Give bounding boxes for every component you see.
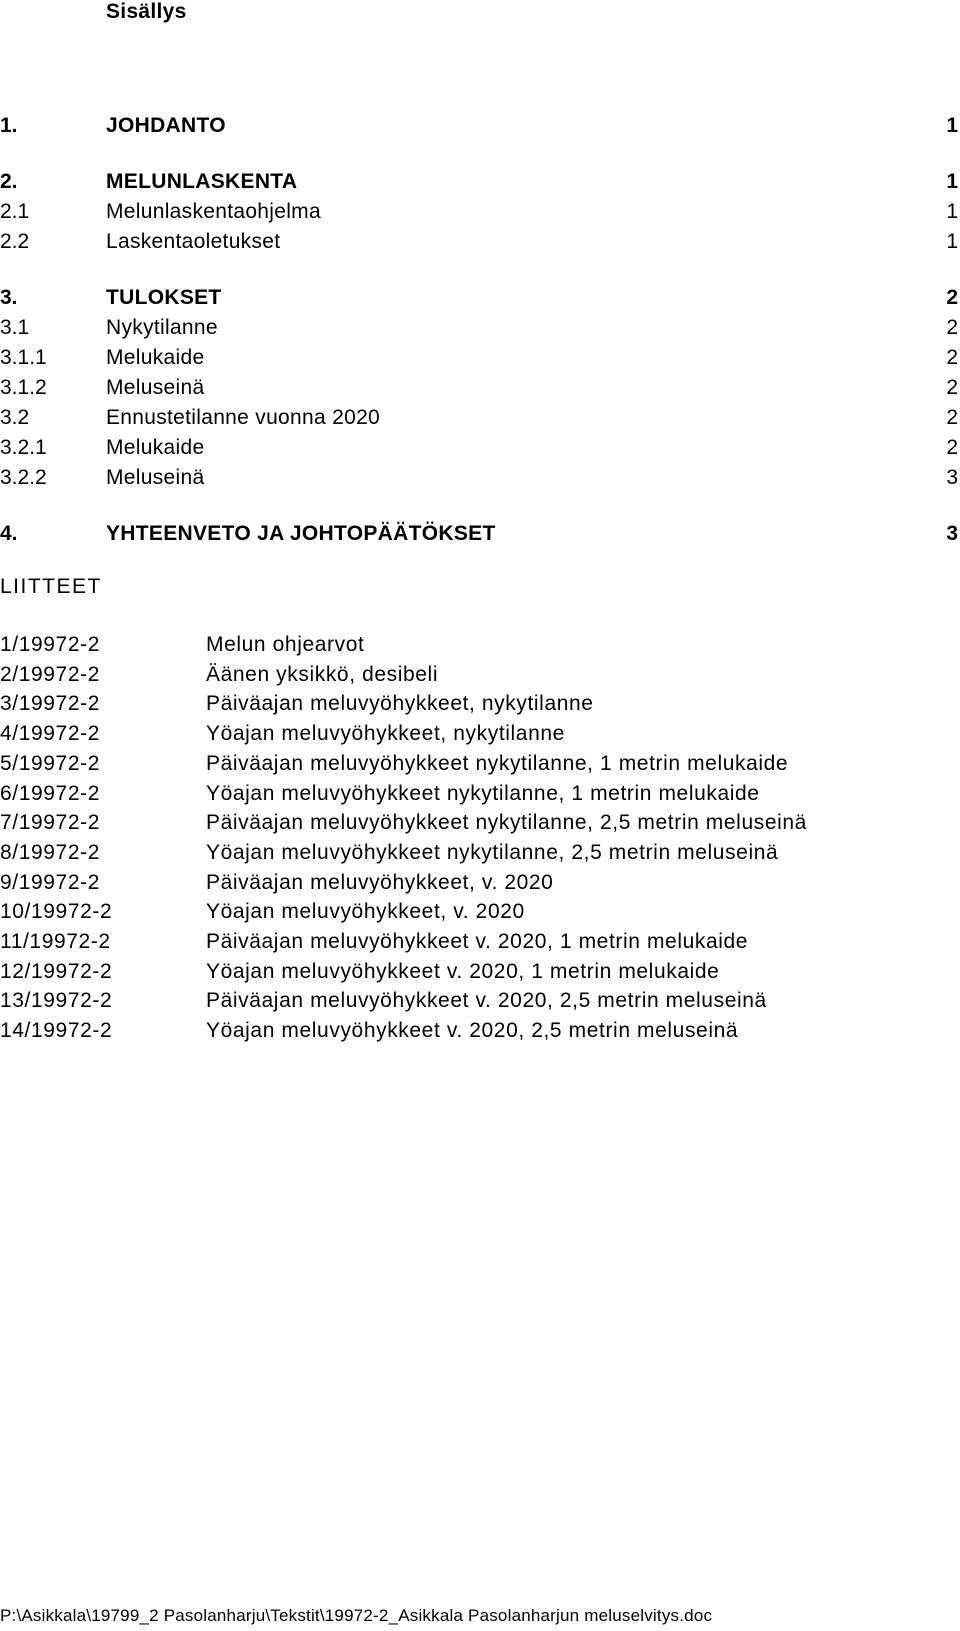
toc-page: 2 xyxy=(946,316,958,339)
toc-entry[interactable] xyxy=(0,230,960,258)
appendix-code: 9/19972-2 xyxy=(0,871,100,894)
appendix-code: 5/19972-2 xyxy=(0,752,100,775)
toc-entry[interactable] xyxy=(0,170,960,198)
toc-title: Nykytilanne xyxy=(106,316,218,339)
toc-number: 3.1.2 xyxy=(0,376,47,399)
appendix-code: 11/19972-2 xyxy=(0,930,111,953)
appendix-description: Yöajan meluvyöhykkeet, v. 2020 xyxy=(206,900,525,923)
toc-entry[interactable] xyxy=(0,346,960,374)
toc-title: Melukaide xyxy=(106,436,205,459)
toc-page: 1 xyxy=(946,230,958,253)
toc-page: 2 xyxy=(946,346,958,369)
toc-title: Melukaide xyxy=(106,346,205,369)
toc-title: Melunlaskentaohjelma xyxy=(106,200,321,223)
toc-number: 2.1 xyxy=(0,200,30,223)
toc-title: Laskentaoletukset xyxy=(106,230,281,253)
appendix-description: Yöajan meluvyöhykkeet v. 2020, 1 metrin melukaide xyxy=(206,960,720,983)
footer-file-path: P:\Asikkala\19799_2 Pasolanharju\Tekstit\19972-2_Asikkala Pasolanharjun meluselvitys.doc xyxy=(0,1606,713,1625)
toc-page: 2 xyxy=(946,376,958,399)
toc-number: 3.1.1 xyxy=(0,346,47,369)
appendix-code: 10/19972-2 xyxy=(0,900,113,923)
toc-title: YHTEENVETO JA JOHTOPÄÄTÖKSET xyxy=(106,522,496,545)
toc-title: Ennustetilanne vuonna 2020 xyxy=(106,406,381,429)
toc-title: TULOKSET xyxy=(106,286,222,309)
toc-number: 3. xyxy=(0,286,18,309)
toc-title: JOHDANTO xyxy=(106,114,226,137)
appendix-code: 1/19972-2 xyxy=(0,633,100,656)
toc-entry[interactable] xyxy=(0,522,960,550)
toc-number: 4. xyxy=(0,522,18,545)
toc-number: 3.2.2 xyxy=(0,466,47,489)
appendix-description: Yöajan meluvyöhykkeet v. 2020, 2,5 metrin meluseinä xyxy=(206,1019,739,1042)
toc-entry[interactable] xyxy=(0,200,960,228)
toc-entry[interactable] xyxy=(0,436,960,464)
toc-page: 3 xyxy=(946,466,958,489)
toc-page: 3 xyxy=(946,522,958,545)
toc-number: 2.2 xyxy=(0,230,30,253)
appendix-description: Yöajan meluvyöhykkeet nykytilanne, 1 metrin melukaide xyxy=(206,782,760,805)
toc-number: 3.2.1 xyxy=(0,436,47,459)
appendix-code: 4/19972-2 xyxy=(0,722,100,745)
appendices-heading: LIITTEET xyxy=(0,575,102,598)
appendix-code: 13/19972-2 xyxy=(0,989,113,1012)
appendix-description: Päiväajan meluvyöhykkeet v. 2020, 2,5 metrin meluseinä xyxy=(206,989,767,1012)
toc-entry[interactable] xyxy=(0,466,960,494)
appendix-code: 3/19972-2 xyxy=(0,692,100,715)
appendix-code: 8/19972-2 xyxy=(0,841,100,864)
toc-page: 1 xyxy=(946,200,958,223)
toc-page: 1 xyxy=(946,170,958,193)
toc-number: 1. xyxy=(0,114,18,137)
appendix-code: 7/19972-2 xyxy=(0,811,100,834)
appendix-description: Päiväajan meluvyöhykkeet, v. 2020 xyxy=(206,871,554,894)
toc-page: 2 xyxy=(946,286,958,309)
page-title: Sisällys xyxy=(106,0,187,23)
appendix-description: Yöajan meluvyöhykkeet, nykytilanne xyxy=(206,722,565,745)
toc-number: 3.1 xyxy=(0,316,30,339)
toc-entry[interactable] xyxy=(0,316,960,344)
appendix-description: Äänen yksikkö, desibeli xyxy=(206,663,439,686)
appendix-description: Päiväajan meluvyöhykkeet, nykytilanne xyxy=(206,692,594,715)
appendix-code: 6/19972-2 xyxy=(0,782,100,805)
appendix-description: Melun ohjearvot xyxy=(206,633,365,656)
toc-number: 2. xyxy=(0,170,18,193)
toc-title: Meluseinä xyxy=(106,466,205,489)
toc-entry[interactable] xyxy=(0,376,960,404)
appendix-code: 12/19972-2 xyxy=(0,960,113,983)
toc-page: 2 xyxy=(946,436,958,459)
appendix-description: Päiväajan meluvyöhykkeet nykytilanne, 2,5 metrin meluseinä xyxy=(206,811,807,834)
toc-title: MELUNLASKENTA xyxy=(106,170,298,193)
toc-page: 1 xyxy=(946,114,958,137)
appendix-description: Yöajan meluvyöhykkeet nykytilanne, 2,5 metrin meluseinä xyxy=(206,841,779,864)
toc-title: Meluseinä xyxy=(106,376,205,399)
appendix-description: Päiväajan meluvyöhykkeet nykytilanne, 1 metrin melukaide xyxy=(206,752,789,775)
toc-number: 3.2 xyxy=(0,406,30,429)
toc-entry[interactable] xyxy=(0,286,960,314)
toc-entry[interactable] xyxy=(0,406,960,434)
appendix-code: 2/19972-2 xyxy=(0,663,100,686)
toc-entry[interactable] xyxy=(0,114,960,142)
toc-page: 2 xyxy=(946,406,958,429)
appendix-code: 14/19972-2 xyxy=(0,1019,113,1042)
appendix-description: Päiväajan meluvyöhykkeet v. 2020, 1 metrin melukaide xyxy=(206,930,749,953)
